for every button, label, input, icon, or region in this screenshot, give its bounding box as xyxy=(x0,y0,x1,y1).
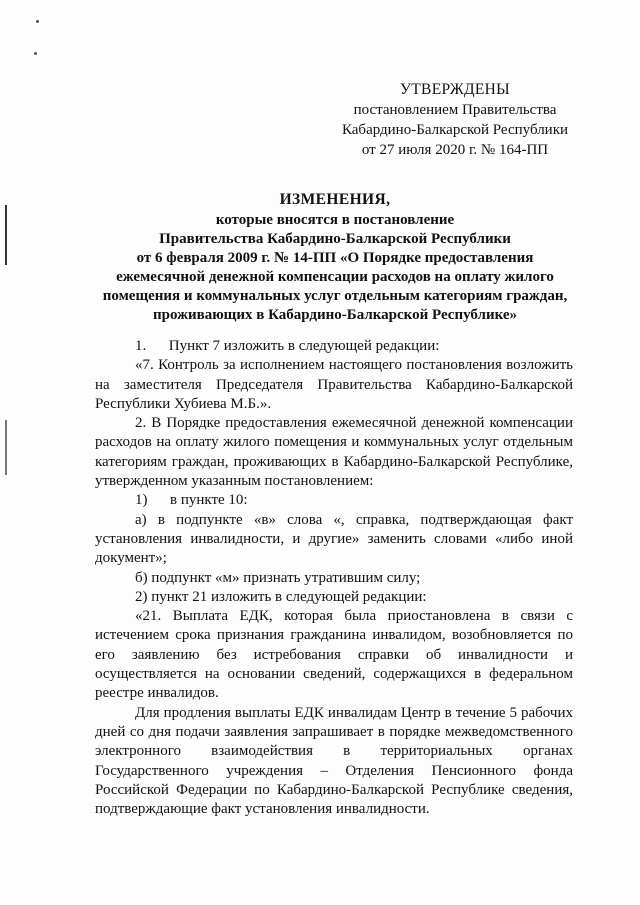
title-line: от 6 февраля 2009 г. № 14-ПП «О Порядке предоставления xyxy=(136,250,534,266)
title-main: ИЗМЕНЕНИЯ, xyxy=(279,191,391,208)
approval-line: Кабардино-Балкарской Республики xyxy=(341,122,569,138)
scan-speck xyxy=(34,52,37,55)
paragraph: а) в подпункте «в» слова «, справка, подтверждающая факт установления инвалидности, и другие» заменить словами «либо иной документ»; xyxy=(95,511,573,567)
approval-line: постановлением Правительства xyxy=(353,102,557,118)
document-body xyxy=(95,337,573,819)
paragraph: «21. Выплата ЕДК, которая была приостановлена в связи с истечением срока признания гражданина инвалидом, возобновляется по его заявлению без истребования справки об инвалидности и осуществляется на основании сведений, содержащихся в федеральном реестре инвалидов. xyxy=(95,608,573,702)
approval-heading: УТВЕРЖДЕНЫ xyxy=(400,81,510,98)
approval-date: от 27 июля 2020 г. № 164-ПП xyxy=(361,142,549,158)
title-line: которые вносятся в постановление xyxy=(215,212,455,228)
scan-speck xyxy=(36,20,39,23)
title-line: Правительства Кабардино-Балкарской Республики xyxy=(159,231,511,247)
paragraph: б) подпункт «м» признать утратившим силу; xyxy=(135,569,421,586)
document-title xyxy=(95,190,575,325)
approval-stamp xyxy=(330,80,580,160)
title-line: ежемесячной денежной компенсации расходов на оплату жилого xyxy=(116,269,554,285)
title-line: помещения и коммунальных услуг отдельным категориям граждан, xyxy=(102,288,568,304)
paragraph: «7. Контроль за исполнением настоящего постановления возложить на заместителя Председателя Правительства Кабардино-Балкарской Республики Хубиева М.Б.». xyxy=(95,357,573,412)
paragraph: 1. Пункт 7 изложить в следующей редакции: xyxy=(135,338,440,354)
paragraph: 2) пункт 21 изложить в следующей редакции: xyxy=(135,588,427,605)
scan-edge-mark xyxy=(5,420,7,475)
paragraph: 1) в пункте 10: xyxy=(135,492,248,509)
paragraph: Для продления выплаты ЕДК инвалидам Центр в течение 5 рабочих дней со дня подачи заявления запрашивает в порядке межведомственного электронного взаимодействия в территориальных органах Государственного учреждения – Отделения Пенсионного фонда Российской Федерации по Кабардино-Балкарской Республике сведения, подтверждающие факт установления инвалидности. xyxy=(95,704,573,818)
paragraph: 2. В Порядке предоставления ежемесячной денежной компенсации расходов на оплату жилого помещения и коммунальных услуг отдельным категориям граждан, проживающих в Кабардино-Балкарской Республике, утвержденном указанным постановлением: xyxy=(95,415,573,490)
title-line: проживающих в Кабардино-Балкарской Республике» xyxy=(152,307,518,323)
scan-edge-mark xyxy=(5,205,7,265)
